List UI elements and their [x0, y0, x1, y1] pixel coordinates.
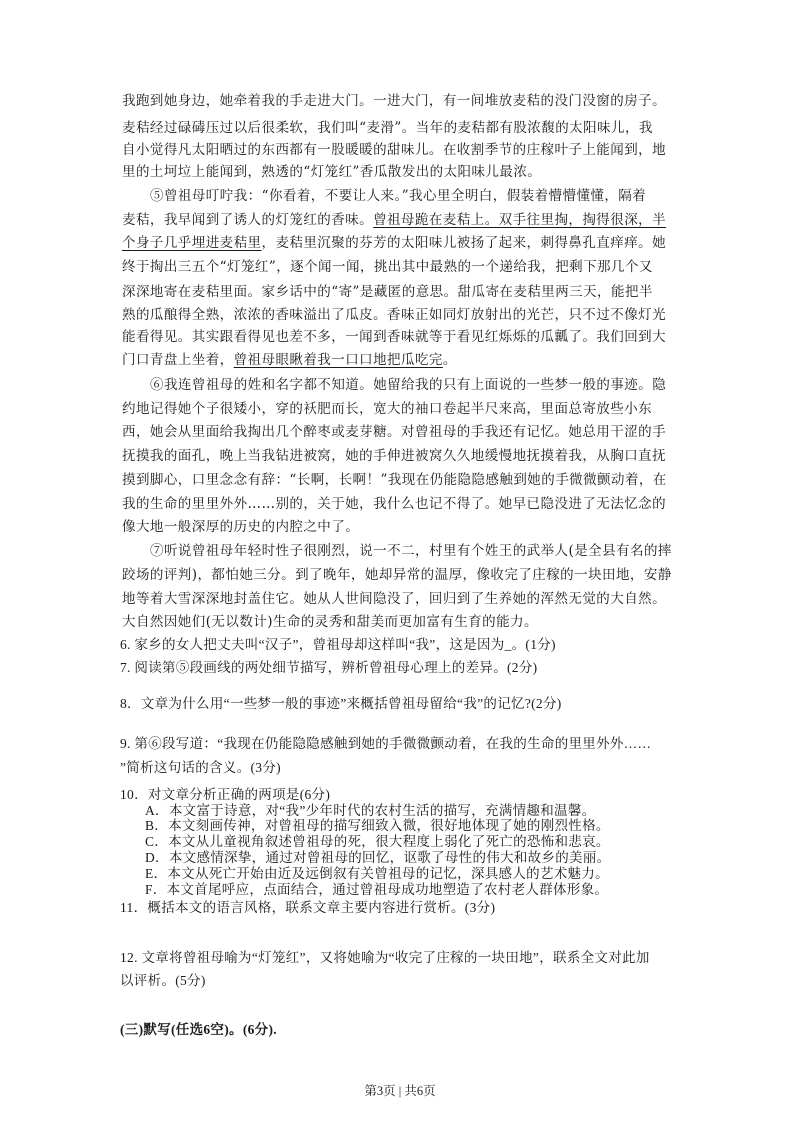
passage-line — [122, 235, 682, 251]
question-11: 11．概括本文的语言风格，联系文章主要内容进行赏析。(3分) — [120, 900, 496, 915]
question-12-cont: 以评析。(5分) — [120, 973, 206, 988]
passage-line: 自小觉得凡太阳晒过的东西都有一股暖暖的甜味儿。在收割季节的庄稼叶子上能闻到，地 — [122, 142, 667, 158]
passage-line: 地等着大雪深深地封盖住它。她从人世间隐没了，回归到了生养她的浑然无觉的大自然。 — [122, 591, 667, 607]
underlined-detail-2: 曾祖母眼瞅着我一口口地把瓜吃完 — [233, 352, 443, 368]
passage-line: 西，她会从里面给我掏出几个醉枣或麦芽糖。对曾祖母的手我还有记忆。她总用干涩的手 — [122, 424, 667, 440]
underlined-detail-1-cont: 个身子几乎埋进麦秸里 — [122, 235, 262, 251]
question-6: 6. 家乡的女人把丈夫叫“汉子”，曾祖母却这样叫“我”，这是因为_。(1分) — [120, 637, 556, 652]
passage-line: ⑥我连曾祖母的姓和名字都不知道。她留给我的只有上面说的一些梦一般的事迹。隐 — [150, 377, 667, 393]
passage-line: 像大地一般深厚的历史的内腔之中了。 — [122, 519, 360, 535]
passage-line: 熟的瓜酿得全熟，浓浓的香味溢出了瓜皮。香味正如同灯放射出的光芒，只不过不像灯光 — [122, 307, 667, 323]
question-9-cont: ”简析这句话的含义。(3分) — [120, 760, 281, 775]
passage-line: 深深地寄在麦秸里面。家乡话中的“寄”是藏匿的意思。甜瓜寄在麦秸里两三天，能把半 — [122, 284, 653, 300]
question-8: 8．文章为什么用“一些梦一般的事迹”来概括曾祖母留给“我”的记忆?(2分) — [120, 696, 562, 711]
passage-line: 能看得见。其实跟看得见也差不多，一闻到香味就等于看见红烁烁的瓜瓤了。我们回到大 — [122, 329, 667, 345]
underlined-detail-1: 曾祖母跪在麦秸上。双手往里掏，掏得很深，半 — [373, 212, 667, 228]
passage-text: 麦秸，我早闻到了诱人的灯笼红的香味。 — [122, 212, 374, 228]
option-f: F．本文首尾呼应，点面结合，通过曾祖母成功地塑造了农村老人群体形象。 — [145, 882, 609, 897]
passage-line: 我跑到她身边，她牵着我的手走进大门。一进大门，有一间堆放麦秸的没门没窗的房子。 — [122, 93, 667, 109]
question-12: 12. 文章将曾祖母喻为“灯笼红”，又将她喻为“收完了庄稼的一块田地”，联系全文对此加 — [120, 950, 650, 965]
passage-line: 里的土坷垃上能闻到，熟透的“灯笼红”香瓜散发出的太阳味儿最浓。 — [122, 164, 542, 180]
passage-line: 抚摸我的面孔，晚上当我钻进被窝，她的手伸进被窝久久地缓慢地抚摸着我，从胸口直抚 — [122, 448, 667, 464]
option-b: B．本文刻画传神，对曾祖母的描写细致入微，很好地体现了她的刚烈性格。 — [145, 818, 610, 833]
passage-line: 约地记得她个子很矮小，穿的袄肥而长，宽大的袖口卷起半尺来高，里面总寄放些小东 — [122, 401, 653, 417]
passage-line: 摸到脚心，口里念念有辞：“长啊，长啊！”我现在仍能隐隐感触到她的手微微颤动着，在 — [122, 472, 667, 488]
passage-text: 。 — [442, 352, 457, 368]
passage-line: 大自然因她们(无以数计)生命的灵秀和甜美而更加富有生育的能力。 — [122, 614, 538, 630]
option-e: E．本文从死亡开始由近及远倒叙有关曾祖母的记忆，深具感人的艺术魅力。 — [145, 866, 609, 881]
option-a: A．本文富于诗意，对“我”少年时代的农村生活的描写，充满情趣和温馨。 — [145, 803, 596, 818]
passage-text: 门口青盘上坐着， — [122, 352, 234, 368]
option-c: C．本文从儿童视角叙述曾祖母的死，很大程度上弱化了死亡的恐怖和悲哀。 — [145, 834, 610, 849]
passage-line: 麦秸经过碌碡压过以后很柔软，我们叫“麦滑”。当年的麦秸都有股浓馥的太阳味儿，我 — [122, 120, 653, 136]
passage-line: 跤场的评判)，都怕她三分。到了晚年，她却异常的温厚，像收完了庄稼的一块田地，安静 — [122, 567, 672, 583]
passage-text: ，麦秸里沉聚的芬芳的太阳味儿被扬了起来，刺得鼻孔直痒痒。她 — [261, 235, 667, 251]
passage-line: ⑤曾祖母叮咛我：“你看着，不要让人来。”我心里全明白，假装着懵懵懂懂，隔着 — [150, 188, 647, 204]
passage-line: 终于掏出三五个“灯笼红”，逐个闻一闻，挑出其中最熟的一个递给我，把剩下那几个又 — [122, 259, 653, 275]
passage-line: ⑦听说曾祖母年轻时性子很刚烈，说一不二，村里有个姓王的武举人(是全县有名的摔 — [150, 543, 672, 559]
section-three-heading: (三)默写(任选6空)。(6分). — [120, 1022, 277, 1037]
passage-line — [122, 352, 682, 368]
option-d: D．本文感情深挚，通过对曾祖母的回忆，讴歌了母性的伟大和故乡的美丽。 — [145, 850, 611, 865]
question-7: 7. 阅读第⑤段画线的两处细节描写，辨析曾祖母心理上的差异。(2分) — [120, 660, 538, 675]
passage-line: 我的生命的里里外外……别的，关于她，我什么也记不得了。她早已隐没进了无法忆念的 — [122, 496, 667, 512]
question-10: 10．对文章分析正确的两项是(6分) — [120, 787, 331, 802]
passage-line — [122, 212, 682, 228]
page-footer: 第3页 | 共6页 — [364, 1084, 436, 1098]
question-9: 9. 第⑥段写道：“我现在仍能隐隐感触到她的手微微颤动着，在我的生命的里里外外…… — [120, 736, 652, 751]
